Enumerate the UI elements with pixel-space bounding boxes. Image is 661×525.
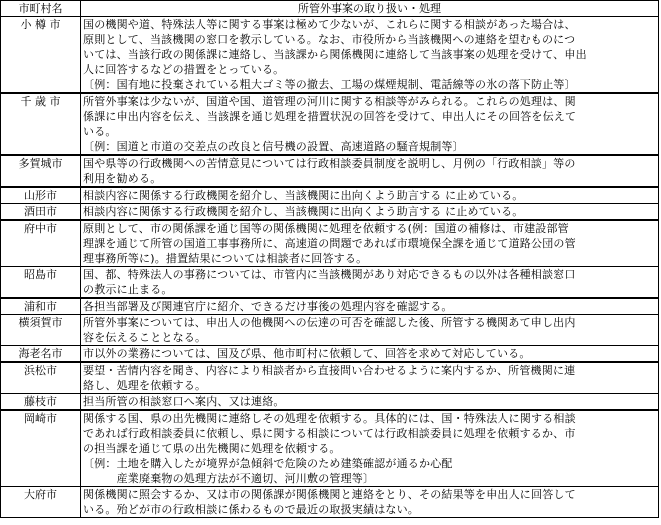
table-row	[1, 187, 659, 204]
example-line: 産業廃棄物の処理方法が不適切、河川敷の管理等〕	[83, 472, 375, 485]
table-row	[1, 267, 659, 299]
header-handling: 所管外事案の取り扱い・処理	[81, 1, 659, 17]
city-name: 多賀城市	[1, 155, 81, 187]
text-line: 人に回答するなどの措置をとっている。	[83, 63, 285, 76]
text-line: 所管外事案は少ないが、国道や国、道管理の河川に関する相談等がみられる。これらの処理は、関	[83, 95, 576, 108]
handling-text	[81, 187, 659, 204]
text-line: 市以外の業務については、国及び県、他市町村に依頼して、回答を求めて対応している。	[83, 347, 531, 360]
text-line: 担当所管の相談窓口へ案内、又は連絡。	[83, 395, 285, 408]
text-line: 容を伝えることとなる。	[83, 331, 207, 344]
text-line: いる。	[83, 125, 117, 138]
city-name: 藤枝市	[1, 394, 81, 411]
handling-text	[81, 394, 659, 411]
text-line: 相談内容に関係する行政機関を紹介し、当該機関に出向くよう助言する に止めている。	[83, 189, 524, 202]
table-row	[1, 362, 659, 394]
handling-text	[81, 17, 659, 94]
text-line: の担当課を通じて県の出先機関に処理を依頼する。	[83, 442, 341, 455]
handling-text	[81, 298, 659, 315]
handling-text	[81, 410, 659, 487]
table-row	[1, 155, 659, 187]
example-line: 〔例：国道と市道の交差点の改良と信号機の設置、高速道路の騒音規制等〕	[83, 140, 464, 153]
text-line: 相談内容に関係する行政機関を紹介し、当該機関に出向くよう助言する に止めている。	[83, 205, 524, 218]
city-name: 浦和市	[1, 298, 81, 315]
text-line: 理事務所等に)。措置結果については相談者に回答する。	[83, 252, 368, 265]
table-row	[1, 487, 659, 518]
handling-text	[81, 267, 659, 299]
table-row	[1, 394, 659, 411]
text-line: 各担当部署及び関連官庁に紹介、できるだけ事後の処理内容を確認する。	[83, 300, 453, 313]
text-line: 利用を勧める。	[83, 172, 162, 185]
text-line: 理課を通じて所管の国道工事事務所に、高速道の問題であれば市環境保全課を通じて道路公団の管	[83, 237, 576, 250]
city-name: 山形市	[1, 187, 81, 204]
handling-text	[81, 204, 659, 221]
city-name: 千 歳 市	[1, 93, 81, 155]
handling-text	[81, 155, 659, 187]
table-row	[1, 315, 659, 346]
header-city: 市町村名	[1, 1, 81, 17]
text-line: 絡し、処理を依頼する。	[83, 379, 207, 392]
handling-text	[81, 346, 659, 363]
table-row	[1, 93, 659, 155]
text-line: 国の機関や道、特殊法人等に関する事案は極めて少ないが、これらに関する相談があった場合は、	[83, 18, 576, 31]
handling-text	[81, 220, 659, 267]
table-row	[1, 17, 659, 94]
text-line: 所管外事案については、申出人の他機関への伝達の可否を確認した後、所管する機関あて申し出内	[83, 316, 576, 329]
table-row	[1, 410, 659, 487]
text-line: 国、都、特殊法人の事務については、市管内に当該機関があり対応できるもの以外は各種相談窓口	[83, 268, 576, 281]
city-name: 酒田市	[1, 204, 81, 221]
table-header	[1, 1, 659, 17]
text-line: 関係機関に照会するか、又は市の関係課が関係機関と連絡をとり、その結果等を申出人に回答して	[83, 488, 576, 501]
text-line: いては、当該行政の関係課に連絡し、当該課から関係機関に連絡して当該事案の処理を受けて、申出	[83, 48, 587, 61]
text-line: 係課に申出内容を伝え、当該課を通じ処理を措置状況の回答を受けて、申出人にその回答を伝えて	[83, 110, 577, 123]
text-line: 要望・苦情内容を聞き、内容により相談者から直接問い合わせるように案内するか、所管機関に連	[83, 364, 576, 377]
text-line: いる。殆どが市の行政相談に係わるもので最近の取扱実績はない。	[83, 503, 419, 516]
city-name: 浜松市	[1, 362, 81, 394]
handling-text	[81, 487, 659, 518]
table-row	[1, 204, 659, 221]
handling-text	[81, 362, 659, 394]
text-line: 国や県等の行政機関への苦情意見については行政相談委員制度を説明し、月例の「行政相談」等の	[83, 157, 576, 170]
city-name: 横須賀市	[1, 315, 81, 346]
city-name: 海老名市	[1, 346, 81, 363]
city-name: 府中市	[1, 220, 81, 267]
table-row	[1, 220, 659, 267]
text-line: の教示に止まる。	[83, 283, 173, 296]
table-row	[1, 298, 659, 315]
text-line: であれば行政相談委員に依頼し、県に関する相談については行政相談委員に処理を依頼するか、市	[83, 427, 576, 440]
city-name: 小 樽 市	[1, 17, 81, 94]
example-line: 〔例：土地を購入したが境界が急傾斜で危険のため建築確認が通るか心配	[83, 457, 453, 470]
handling-text	[81, 315, 659, 346]
city-name: 岡崎市	[1, 410, 81, 487]
text-line: 関係する国、県の出先機関に連絡しその処理を依頼する。具体的には、国・特殊法人に関する相談	[83, 412, 576, 425]
text-line: 原則として、市の関係課を通じ国等の関係機関に処理を依頼する(例：国道の補修は、市建設部管	[83, 222, 569, 235]
city-name: 大府市	[1, 487, 81, 518]
table-row	[1, 346, 659, 363]
example-line: 〔例：国有地に投棄されている粗大ゴミ等の撤去、工場の煤煙規制、電話線等の氷の落下防止等〕	[83, 78, 576, 91]
handling-text	[81, 93, 659, 155]
text-line: 原則として、当該機関の窓口を教示している。なお、市役所から当該機関への連絡を望むものにつ	[83, 33, 576, 46]
city-name: 昭島市	[1, 267, 81, 299]
